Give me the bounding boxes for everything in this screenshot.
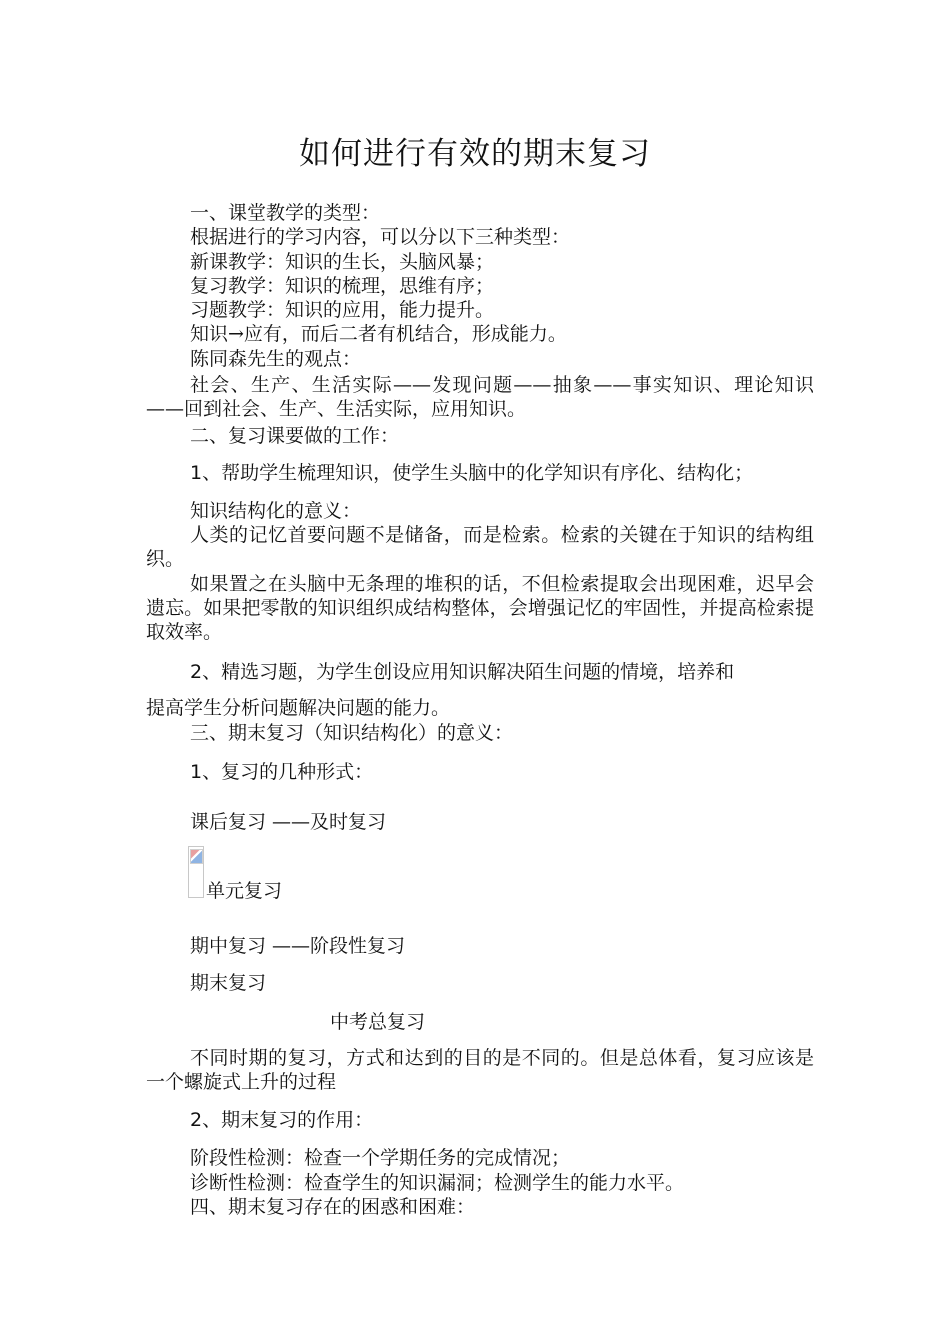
text-line: 根据进行的学习内容，可以分以下三种类型： — [190, 226, 571, 248]
text-line: 知识→应有，而后二者有机结合，形成能力。 — [190, 323, 567, 345]
numbered-item — [190, 1108, 373, 1132]
item-text: 、期末复习的作用： — [202, 1109, 374, 1131]
numbered-item — [190, 660, 734, 684]
item-number: 2 — [190, 1109, 203, 1131]
section-heading-2: 二、复习课要做的工作： — [190, 425, 400, 447]
text-line: 期末复习 — [190, 972, 267, 994]
paragraph: 不同时期的复习，方式和达到的目的是不同的。但是总体看，复习应该是一个螺旋式上升的过程 — [146, 1047, 814, 1093]
document-title: 如何进行有效的期末复习 — [299, 136, 651, 172]
item-number: 1 — [190, 462, 203, 484]
item-text: 、复习的几种形式： — [202, 761, 374, 783]
text-line: 课后复习 ——及时复习 — [190, 811, 387, 833]
item-number: 1 — [190, 761, 203, 783]
numbered-item — [190, 760, 373, 784]
numbered-item — [190, 461, 753, 485]
text-line: 提高学生分析问题解决问题的能力。 — [146, 697, 451, 719]
section-heading-1: 一、课堂教学的类型： — [190, 202, 381, 224]
image-placeholder-icon — [190, 849, 203, 864]
paragraph: 如果置之在头脑中无条理的堆积的话，不但检索提取会出现困难，迟早会遗忘。如果把零散的知识组织成结构整体，会增强记忆的牢固性，并提高检索提取效率。 — [146, 573, 814, 643]
text-line: 阶段性检测：检查一个学期任务的完成情况； — [190, 1147, 571, 1169]
item-text: 、帮助学生梳理知识，使学生头脑中的化学知识有序化、结构化； — [202, 462, 754, 484]
text-line: 复习教学：知识的梳理，思维有序； — [190, 275, 495, 297]
item-number: 2 — [190, 661, 203, 683]
section-heading-4: 四、期末复习存在的困惑和困难： — [190, 1196, 476, 1218]
section-heading-3: 三、期末复习（知识结构化）的意义： — [190, 722, 514, 744]
text-line: 诊断性检测：检查学生的知识漏洞；检测学生的能力水平。 — [190, 1172, 685, 1194]
item-text: 、精选习题，为学生创设应用知识解决陌生问题的情境，培养和 — [202, 661, 735, 683]
paragraph: 人类的记忆首要问题不是储备，而是检索。检索的关键在于知识的结构组织。 — [146, 524, 814, 570]
text-line: 单元复习 — [206, 880, 283, 902]
text-line: 知识结构化的意义： — [190, 500, 362, 522]
paragraph: 社会、生产、生活实际——发现问题——抽象——事实知识、理论知识——回到社会、生产、生活实际，应用知识。 — [146, 374, 814, 420]
text-line: 陈同森先生的观点： — [190, 348, 362, 370]
text-line: 习题教学：知识的应用，能力提升。 — [190, 299, 495, 321]
broken-image-icon — [188, 846, 204, 898]
text-line: 中考总复习 — [330, 1011, 426, 1033]
text-line: 期中复习 ——阶段性复习 — [190, 935, 406, 957]
text-line: 新课教学：知识的生长，头脑风暴； — [190, 251, 495, 273]
